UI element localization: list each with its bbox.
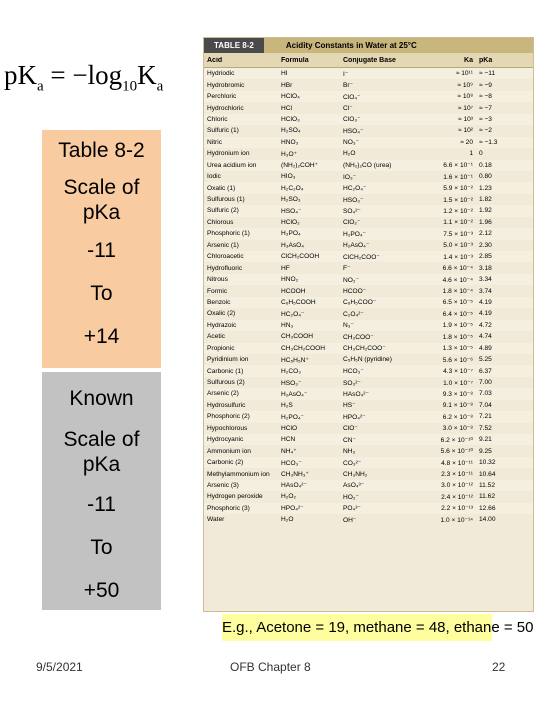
table-row [204,205,533,216]
cell-conjugate-base: HC₂O₄⁻ [343,185,367,193]
cell-ka: 2.4 × 10⁻¹² [441,493,473,501]
cell-pka: 4.19 [479,310,492,318]
cell-pka: ≈ −3 [479,115,492,123]
cell-formula: HBr [281,81,293,89]
cell-acid: Sulfurous (1) [207,196,245,204]
table-row [204,91,533,102]
table-row [204,137,533,148]
footer-title: OFB Chapter 8 [230,660,311,674]
grey-line-3: pKa [82,453,121,477]
cell-pka: ≈ −2 [479,127,492,135]
table-title: Acidity Constants in Water at 25°C [285,41,417,50]
cell-conjugate-base: F⁻ [343,265,351,273]
cell-ka: 5.6 × 10⁻⁶ [442,356,473,364]
formula-lhs-sub: a [37,78,44,95]
cell-ka: 1.6 × 10⁻¹ [443,173,473,181]
cell-formula: H₂SO₄ [281,127,301,135]
cell-ka: ≈ 10² [458,127,473,135]
cell-formula: HPO₄²⁻ [281,505,304,513]
cell-ka: 6.6 × 10⁻⁴ [442,265,473,273]
cell-conjugate-base: NO₃⁻ [343,139,360,147]
cell-ka: 1.9 × 10⁻⁵ [442,322,473,330]
cell-pka: 3.74 [479,287,492,295]
cell-pka: 12.66 [479,504,496,512]
cell-formula: HF [281,264,290,272]
table-row [204,182,533,193]
cell-ka: 2.3 × 10⁻¹¹ [441,471,473,479]
cell-ka: ≈ 10³ [458,115,473,123]
cell-acid: Propionic [207,344,235,352]
known-scale-box [42,372,161,610]
cell-ka: ≈ 10⁹ [457,81,473,89]
cell-formula: H₃O⁺ [281,150,298,158]
cell-acid: Hydrazoic [207,321,237,329]
cell-formula: CH₃NH₃⁺ [281,471,309,479]
table-row [204,194,533,205]
cell-pka: 2.12 [479,230,492,238]
table-row [204,308,533,319]
cell-pka: 7.21 [479,413,492,421]
cell-ka: 4.3 × 10⁻⁷ [443,368,473,376]
cell-ka: ≈ 10⁷ [457,104,473,112]
cell-ka: 9.1 × 10⁻⁸ [442,402,473,410]
cell-formula: H₃PO₄ [281,230,301,238]
table-tag: TABLE 8-2 [204,38,264,53]
cell-formula: HClO₄ [281,93,300,101]
cell-formula: HCN [281,436,296,444]
cell-acid: Hydriodic [207,70,235,78]
cell-conjugate-base: (NH₂)₂CO (urea) [343,161,392,169]
cell-acid: Oxalic (2) [207,310,236,318]
cell-acid: Hypochlorous [207,424,248,432]
cell-acid: Sulfuric (2) [207,207,239,215]
cell-conjugate-base: C₂O₄²⁻ [343,310,364,318]
cell-ka: 1.4 × 10⁻³ [443,253,473,261]
cell-pka: 4.74 [479,333,492,341]
cell-acid: Carbonic (2) [207,459,244,467]
cell-conjugate-base: CH₃NH₂ [343,470,368,478]
cell-acid: Hydrobromic [207,81,245,89]
cell-ka: 6.2 × 10⁻⁸ [442,413,473,421]
cell-ka: 5.9 × 10⁻² [443,185,473,193]
orange-line-2: Scale of [63,176,140,200]
cell-acid: Hydronium ion [207,150,250,158]
table-row [204,217,533,228]
cell-conjugate-base: C₆H₅COO⁻ [343,299,377,307]
cell-ka: ≈ 10⁸ [457,93,473,101]
header-conjugate-base: Conjugate Base [343,56,396,64]
cell-pka: 4.89 [479,344,492,352]
cell-conjugate-base: Cl⁻ [343,105,353,113]
cell-acid: Phosphoric (3) [207,504,250,512]
cell-conjugate-base: Br⁻ [343,82,354,90]
cell-ka: 6.2 × 10⁻¹⁰ [440,436,473,444]
cell-conjugate-base: ClO₃⁻ [343,116,361,124]
table-row [204,285,533,296]
table-row [204,171,533,182]
cell-conjugate-base: CN⁻ [343,436,357,444]
cell-conjugate-base: H₂AsO₄⁻ [343,242,370,250]
cell-pka: 4.72 [479,321,492,329]
cell-acid: Benzoic [207,298,231,306]
cell-formula: H₂O [281,516,294,524]
cell-pka: 0.18 [479,161,492,169]
cell-ka: 1 [469,150,473,158]
cell-acid: Arsenic (1) [207,241,239,249]
cell-conjugate-base: HPO₄²⁻ [343,413,366,421]
cell-formula: H₂SO₃ [281,196,301,204]
pka-formula [4,60,194,108]
cell-acid: Chloroacetic [207,253,244,261]
table-scale-box [42,130,161,368]
table-row [204,411,533,422]
cell-pka: 4.19 [479,298,492,306]
cell-ka: 7.5 × 10⁻³ [443,230,473,238]
cell-pka: 3.18 [479,264,492,272]
table-row [204,354,533,365]
formula-eq: = −log [43,60,123,90]
cell-pka: 9.21 [479,436,492,444]
cell-formula: HClO₂ [281,218,300,226]
cell-acid: Formic [207,287,228,295]
cell-pka: 7.04 [479,401,492,409]
cell-conjugate-base: C₅H₅N (pyridine) [343,356,392,364]
cell-pka: 0.80 [479,173,492,181]
cell-pka: ≈ −1.3 [479,138,498,146]
cell-pka: ≈ −9 [479,81,492,89]
cell-conjugate-base: ClCH₂COO⁻ [343,253,380,261]
cell-ka: 6.6 × 10⁻¹ [443,162,473,170]
table-row [204,491,533,502]
cell-pka: 7.52 [479,424,492,432]
cell-conjugate-base: CH₃COO⁻ [343,333,374,341]
header-ka: Ka [464,56,473,64]
table-row [204,331,533,342]
cell-formula: C₆H₅COOH [281,298,316,306]
cell-acid: Ammonium ion [207,447,251,455]
cell-pka: 1.23 [479,184,492,192]
footer-date: 9/5/2021 [36,660,83,674]
cell-ka: 2.2 × 10⁻¹³ [441,505,473,513]
cell-ka: 1.3 × 10⁻⁵ [442,345,473,353]
cell-conjugate-base: OH⁻ [343,516,357,524]
cell-acid: Water [207,516,225,524]
cell-pka: 11.52 [479,481,496,489]
cell-conjugate-base: NO₂⁻ [343,276,359,284]
grey-line-1: Known [69,387,134,410]
cell-pka: 7.03 [479,390,492,398]
cell-conjugate-base: H₂PO₄⁻ [343,230,367,238]
cell-formula: HI [281,70,288,78]
header-formula: Formula [281,56,309,64]
cell-ka: 6.4 × 10⁻⁵ [442,310,473,318]
acidity-table [203,37,534,612]
table-body [204,68,533,526]
cell-acid: Pyridinium ion [207,356,249,364]
table-row [204,102,533,113]
table-row [204,274,533,285]
table-row [204,365,533,376]
cell-formula: HAsO₄²⁻ [281,482,307,490]
header-acid: Acid [207,56,223,64]
table-row [204,262,533,273]
cell-pka: 6.37 [479,367,492,375]
cell-acid: Sulfurous (2) [207,379,245,387]
cell-conjugate-base: HCOO⁻ [343,288,367,296]
table-row [204,445,533,456]
cell-acid: Chloric [207,115,228,123]
cell-ka: 3.0 × 10⁻¹² [441,482,473,490]
table-row [204,148,533,159]
cell-acid: Hydrocyanic [207,436,244,444]
cell-conjugate-base: HSO₄⁻ [343,127,364,135]
cell-pka: ≈ −11 [479,70,496,78]
cell-ka: 4.8 × 10⁻¹¹ [441,459,473,467]
table-row [204,423,533,434]
cell-formula: NH₄⁺ [281,448,297,456]
cell-formula: HCl [281,104,292,112]
table-row [204,514,533,525]
table-row [204,457,533,468]
cell-conjugate-base: AsO₄³⁻ [343,482,365,490]
table-header-row [204,53,533,68]
table-row [204,79,533,90]
grey-line-6: +50 [83,578,120,602]
cell-acid: Carbonic (1) [207,367,244,375]
grey-line-4: -11 [87,492,116,516]
cell-formula: HSO₄⁻ [281,207,302,215]
cell-acid: Hydrogen peroxide [207,493,263,501]
cell-conjugate-base: CH₃CH₂COO⁻ [343,345,386,353]
cell-conjugate-base: SO₄²⁻ [343,207,361,215]
cell-acid: Nitric [207,138,223,146]
table-row [204,297,533,308]
cell-ka: 6.5 × 10⁻⁵ [442,299,473,307]
cell-ka: ≈ 10¹¹ [455,70,473,78]
table-row [204,320,533,331]
cell-acid: Arsenic (2) [207,390,239,398]
cell-pka: 5.25 [479,356,492,364]
cell-acid: Phosphoric (2) [207,413,250,421]
table-row [204,480,533,491]
table-row [204,160,533,171]
cell-ka: 1.5 × 10⁻² [443,196,473,204]
cell-formula: HCO₃⁻ [281,459,302,467]
cell-formula: H₂C₂O₄ [281,184,304,192]
cell-formula: HC₂O₄⁻ [281,310,305,318]
cell-pka: 10.64 [479,470,496,478]
formula-log-base: 10 [122,78,138,95]
cell-formula: HSO₃⁻ [281,379,302,387]
example-note: E.g., Acetone = 19, methane = 48, ethane = 50 [222,614,492,641]
cell-conjugate-base: HSO₃⁻ [343,196,364,204]
cell-ka: 1.0 × 10⁻¹⁴ [440,516,473,524]
cell-pka: 2.85 [479,253,492,261]
cell-formula: (NH₂)₂COH⁺ [281,162,319,170]
cell-pka: 11.62 [479,493,496,501]
footer-page-number: 22 [492,660,506,674]
cell-pka: 1.96 [479,218,492,226]
cell-formula: HNO₃ [281,138,299,146]
cell-pka: 2.30 [479,241,492,249]
table-row [204,125,533,136]
orange-line-5: To [90,281,113,305]
cell-acid: Nitrous [207,276,228,284]
cell-conjugate-base: SO₃²⁻ [343,379,361,387]
cell-ka: 1.2 × 10⁻² [443,207,473,215]
cell-ka: 1.8 × 10⁻⁴ [442,288,473,296]
cell-conjugate-base: ClO⁻ [343,425,358,433]
cell-ka: 1.8 × 10⁻⁵ [442,333,473,341]
table-row [204,343,533,354]
cell-formula: HClO [281,424,298,432]
cell-ka: 3.0 × 10⁻⁸ [442,425,473,433]
cell-formula: H₂S [281,401,293,409]
cell-pka: 1.92 [479,207,492,215]
cell-formula: CH₃CH₂COOH [281,344,326,352]
cell-acid: Arsenic (3) [207,481,239,489]
cell-ka: 4.6 × 10⁻⁴ [442,276,473,284]
orange-line-3: pKa [82,201,121,225]
table-row [204,228,533,239]
cell-formula: H₂CO₃ [281,367,301,375]
cell-formula: HN₃ [281,321,294,329]
cell-formula: HNO₂ [281,276,299,284]
cell-formula: H₂O₂ [281,493,297,501]
cell-ka: 9.3 × 10⁻⁸ [442,390,473,398]
cell-conjugate-base: ClO₄⁻ [343,93,361,101]
orange-line-4: -11 [87,238,116,262]
cell-formula: HC₅H₅N⁺ [281,356,309,364]
cell-conjugate-base: HAsO₄²⁻ [343,390,369,398]
cell-acid: Hydrochloric [207,104,244,112]
cell-acid: Acetic [207,333,225,341]
cell-acid: Chlorous [207,218,234,226]
cell-conjugate-base: HS⁻ [343,402,356,410]
cell-ka: 5.0 × 10⁻³ [443,242,473,250]
cell-conjugate-base: HO₂⁻ [343,493,359,501]
cell-ka: ≈ 20 [460,138,473,146]
cell-acid: Perchloric [207,93,237,101]
cell-pka: 1.82 [479,196,492,204]
cell-formula: ClCH₂COOH [281,253,320,261]
cell-formula: H₂PO₄⁻ [281,413,305,421]
table-row [204,388,533,399]
cell-acid: Sulfuric (1) [207,127,239,135]
cell-pka: 3.34 [479,276,492,284]
cell-pka: 0 [479,150,483,158]
header-pka: pKa [479,56,493,64]
formula-lhs: pK [4,60,37,90]
cell-acid: Phosphoric (1) [207,230,250,238]
table-row [204,68,533,79]
cell-conjugate-base: HCO₃⁻ [343,368,364,376]
table-row [204,503,533,514]
cell-ka: 1.0 × 10⁻⁷ [443,379,473,387]
table-row [204,377,533,388]
formula-rhs-sub: a [156,78,164,95]
cell-conjugate-base: NH₃ [343,447,356,455]
cell-ka: 5.6 × 10⁻¹⁰ [440,448,473,456]
cell-acid: Urea acidium ion [207,161,257,169]
cell-pka: 7.00 [479,379,492,387]
cell-conjugate-base: H₂O [343,150,356,158]
cell-formula: CH₃COOH [281,333,313,341]
cell-pka: ≈ −7 [479,104,492,112]
cell-conjugate-base: PO₄³⁻ [343,505,361,513]
table-row [204,114,533,125]
cell-conjugate-base: ClO₂⁻ [343,219,361,227]
table-row [204,434,533,445]
cell-conjugate-base: IO₃⁻ [343,173,357,181]
cell-formula: H₂AsO₄⁻ [281,390,308,398]
cell-acid: Methylammonium ion [207,470,270,478]
table-row [204,251,533,262]
orange-line-1: Table 8-2 [58,139,145,162]
cell-conjugate-base: I⁻ [343,70,349,78]
table-title-bar [204,38,533,53]
cell-formula: HClO₃ [281,115,300,123]
table-row [204,400,533,411]
orange-line-6: +14 [83,324,120,348]
grey-line-2: Scale of [63,428,140,452]
cell-pka: 14.00 [479,516,496,524]
cell-ka: 1.1 × 10⁻² [443,219,473,227]
cell-conjugate-base: CO₃²⁻ [343,459,362,467]
cell-acid: Iodic [207,173,221,181]
cell-acid: Hydrosulfuric [207,401,246,409]
grey-line-5: To [90,535,113,559]
cell-conjugate-base: N₃⁻ [343,322,354,330]
cell-formula: HIO₃ [281,173,296,181]
cell-pka: ≈ −8 [479,93,492,101]
table-row [204,240,533,251]
cell-acid: Oxalic (1) [207,184,236,192]
cell-acid: Hydrofluoric [207,264,243,272]
cell-pka: 10.32 [479,459,496,467]
formula-rhs: K [137,60,157,90]
cell-formula: HCOOH [281,287,306,295]
cell-pka: 9.25 [479,447,492,455]
cell-formula: H₃AsO₄ [281,241,304,249]
table-row [204,468,533,479]
